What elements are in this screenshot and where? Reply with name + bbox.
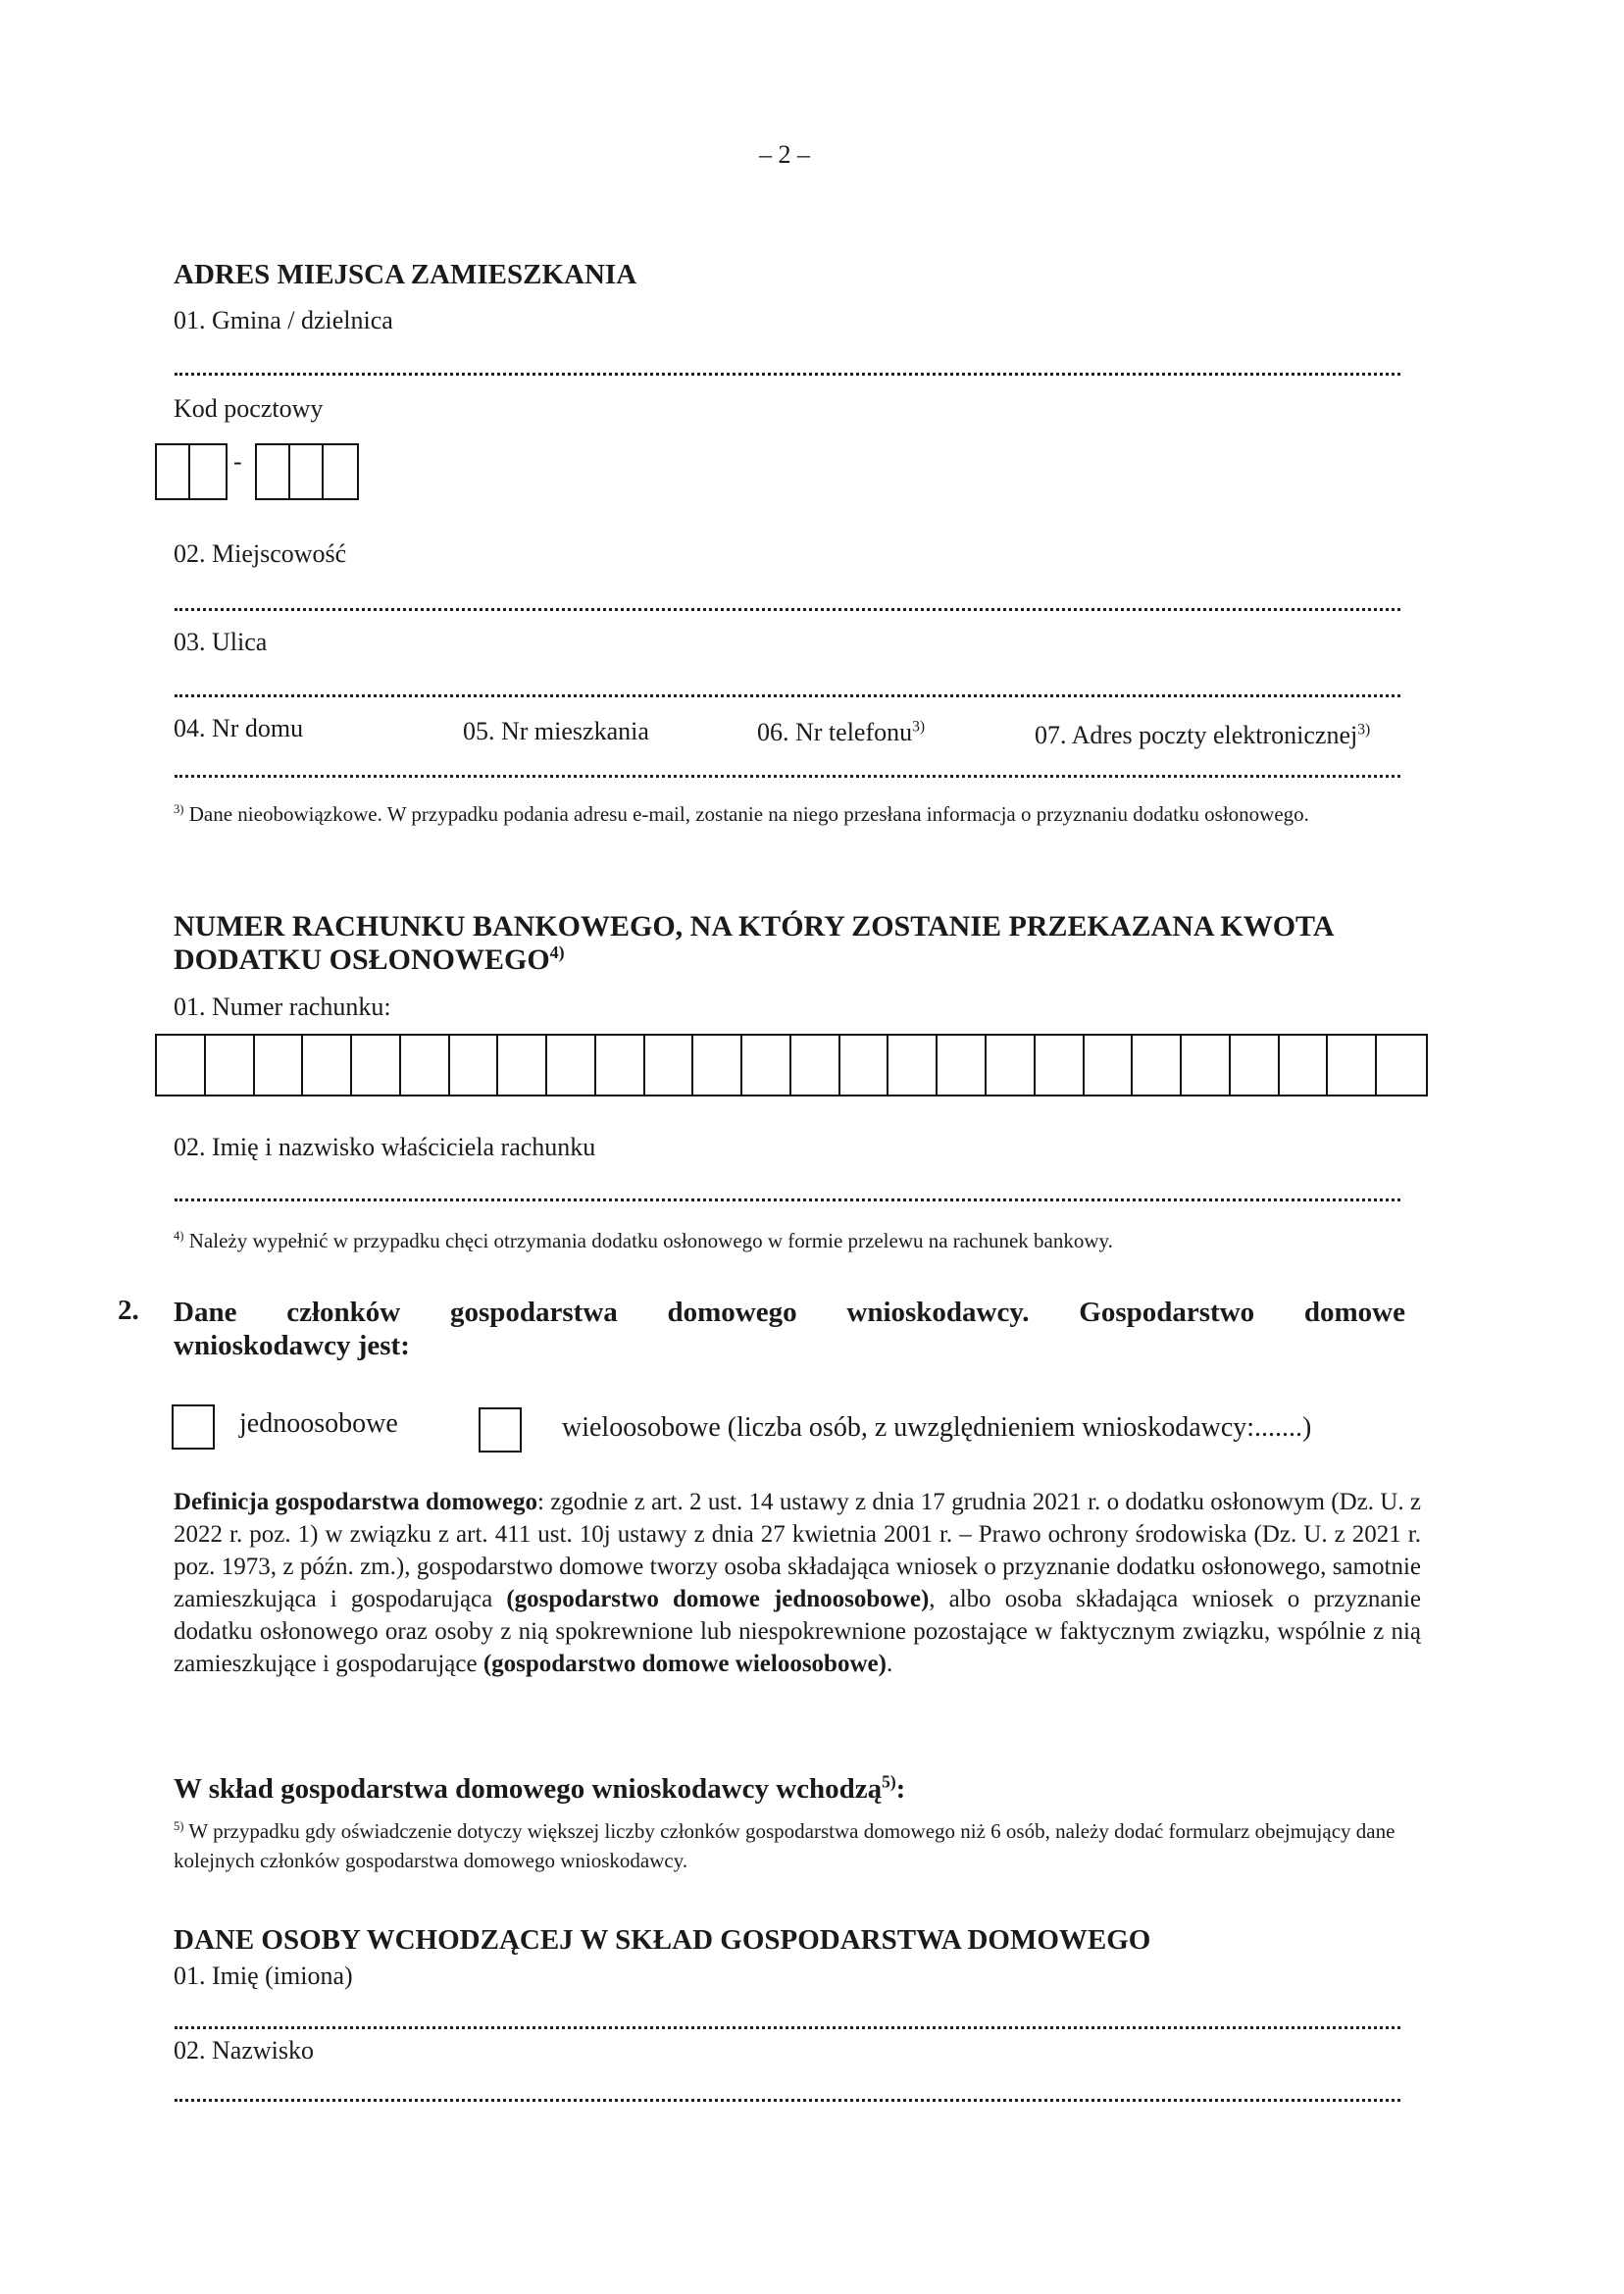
footnote-4: $^{4)}$ Należy wypełnić w przypadku chęci otrzymania dodatku osłonowego w formie przelewu na rachunek bankowy. <box>174 1229 1113 1252</box>
account-digit-box[interactable] <box>1328 1036 1377 1095</box>
section-number: 2. <box>118 1295 139 1326</box>
contact-input[interactable] <box>175 775 1400 778</box>
street-input[interactable] <box>175 694 1400 697</box>
household-title-line1: Dane członków gospodarstwa domowego wnioskodawcy. Gospodarstwo domowe <box>174 1297 1405 1328</box>
account-digit-box[interactable] <box>255 1036 304 1095</box>
account-digit-box[interactable] <box>742 1036 791 1095</box>
flat-number-label: 05. Nr mieszkania <box>463 717 649 745</box>
account-digit-box[interactable] <box>693 1036 742 1095</box>
account-digit-box[interactable] <box>1085 1036 1134 1095</box>
postal-code-label: Kod pocztowy <box>174 394 324 423</box>
account-digit-box[interactable] <box>206 1036 255 1095</box>
postal-code-part2[interactable] <box>255 443 359 500</box>
house-number-label: 04. Nr domu <box>174 714 304 742</box>
account-digit-box[interactable] <box>303 1036 352 1095</box>
account-digit-box[interactable] <box>938 1036 987 1095</box>
bank-heading-line1: NUMER RACHUNKU BANKOWEGO, NA KTÓRY ZOSTANIE PRZEKAZANA KWOTA <box>174 910 1335 943</box>
first-name-input[interactable] <box>175 2026 1400 2029</box>
account-digit-box[interactable] <box>645 1036 694 1095</box>
account-digit-box[interactable] <box>1182 1036 1231 1095</box>
account-digit-box[interactable] <box>1377 1036 1426 1095</box>
account-digit-box[interactable] <box>547 1036 596 1095</box>
account-digit-box[interactable] <box>791 1036 840 1095</box>
page-number: – 2 – <box>759 140 810 169</box>
account-digit-box[interactable] <box>888 1036 938 1095</box>
account-digit-box[interactable] <box>1036 1036 1085 1095</box>
member-heading: DANE OSOBY WCHODZĄCEJ W SKŁAD GOSPODARSTWA DOMOWEGO <box>174 1924 1151 1956</box>
single-household-checkbox[interactable] <box>172 1404 215 1450</box>
postal-code-part1[interactable] <box>155 443 228 500</box>
first-name-label: 01. Imię (imiona) <box>174 1962 353 1990</box>
account-digit-box[interactable] <box>1231 1036 1280 1095</box>
account-digit-box[interactable] <box>840 1036 889 1095</box>
account-digit-box[interactable] <box>450 1036 499 1095</box>
household-title-line2: wnioskodawcy jest: <box>174 1330 410 1361</box>
gmina-label: 01. Gmina / dzielnica <box>174 306 393 334</box>
bank-heading-line2: DODATKU OSŁONOWEGO$^{4)}$ <box>174 943 565 976</box>
account-digit-box[interactable] <box>1280 1036 1329 1095</box>
account-owner-label: 02. Imię i nazwisko właściciela rachunku <box>174 1133 596 1161</box>
members-heading: W skład gospodarstwa domowego wnioskodawcy wchodzą$^{5)}$: <box>174 1771 906 1805</box>
account-digit-box[interactable] <box>157 1036 206 1095</box>
single-household-label: jednoosobowe <box>239 1408 398 1439</box>
account-digit-box[interactable] <box>596 1036 645 1095</box>
account-digit-box[interactable] <box>1133 1036 1182 1095</box>
account-digit-box[interactable] <box>352 1036 401 1095</box>
household-definition: Definicja gospodarstwa domowego: zgodnie z art. 2 ust. 14 ustawy z dnia 17 grudnia 2021 r. o dodatku osłonowym (Dz. U. z 2022 r. poz. 1) w związku z art. 411 ust. 10j ustawy z dnia 27 kwietnia 2001 r. – Prawo ochrony środowiska (Dz. U. z 2021 r. poz. 1973, z późn. zm.), gospodarstwo domowe tworzy osoba składająca wniosek o przyznanie dodatku osłonowego, samotnie zamieszkująca i gospodarująca (gospodarstwo domowe jednoosobowe), albo osoba składająca wniosek o przyznanie dodatku osłonowego oraz osoby z nią spokrewnione lub niespokrewnione pozostające w faktycznym związku, wspólnie z nią zamieszkujące i gospodarujące (gospodarstwo domowe wieloosobowe). <box>174 1489 1421 1677</box>
multi-household-label: wieloosobowe (liczba osób, z uwzględnieniem wnioskodawcy:.......) <box>562 1412 1312 1443</box>
last-name-input[interactable] <box>175 2099 1400 2102</box>
phone-label: 06. Nr telefonu$^{3)}$ <box>757 718 926 746</box>
footnote-3: $^{3)}$ Dane nieobowiązkowe. W przypadku podania adresu e-mail, zostanie na niego przesłana informacja o przyznaniu dodatku osłonowego. <box>174 802 1309 826</box>
account-number-boxes[interactable] <box>155 1034 1428 1096</box>
gmina-input[interactable] <box>175 373 1400 376</box>
account-digit-box[interactable] <box>401 1036 450 1095</box>
last-name-label: 02. Nazwisko <box>174 2036 314 2065</box>
city-input[interactable] <box>175 608 1400 611</box>
account-digit-box[interactable] <box>987 1036 1036 1095</box>
account-owner-input[interactable] <box>175 1198 1400 1201</box>
email-label: 07. Adres poczty elektronicznej$^{3)}$ <box>1035 721 1371 749</box>
account-digit-box[interactable] <box>498 1036 547 1095</box>
account-number-label: 01. Numer rachunku: <box>174 993 391 1021</box>
city-label: 02. Miejscowość <box>174 539 347 568</box>
postal-code-dash: - <box>233 447 242 476</box>
multi-household-checkbox[interactable] <box>479 1407 522 1453</box>
street-label: 03. Ulica <box>174 628 268 656</box>
footnote-5: $^{5)}$ W przypadku gdy oświadczenie dotyczy większej liczby członków gospodarstwa domowego niż 6 osób, należy dodać formularz obejmujący dane kolejnych członków gospodarstwa domowego wnioskodawcy. <box>174 1819 1396 1872</box>
address-heading: ADRES MIEJSCA ZAMIESZKANIA <box>174 259 637 290</box>
